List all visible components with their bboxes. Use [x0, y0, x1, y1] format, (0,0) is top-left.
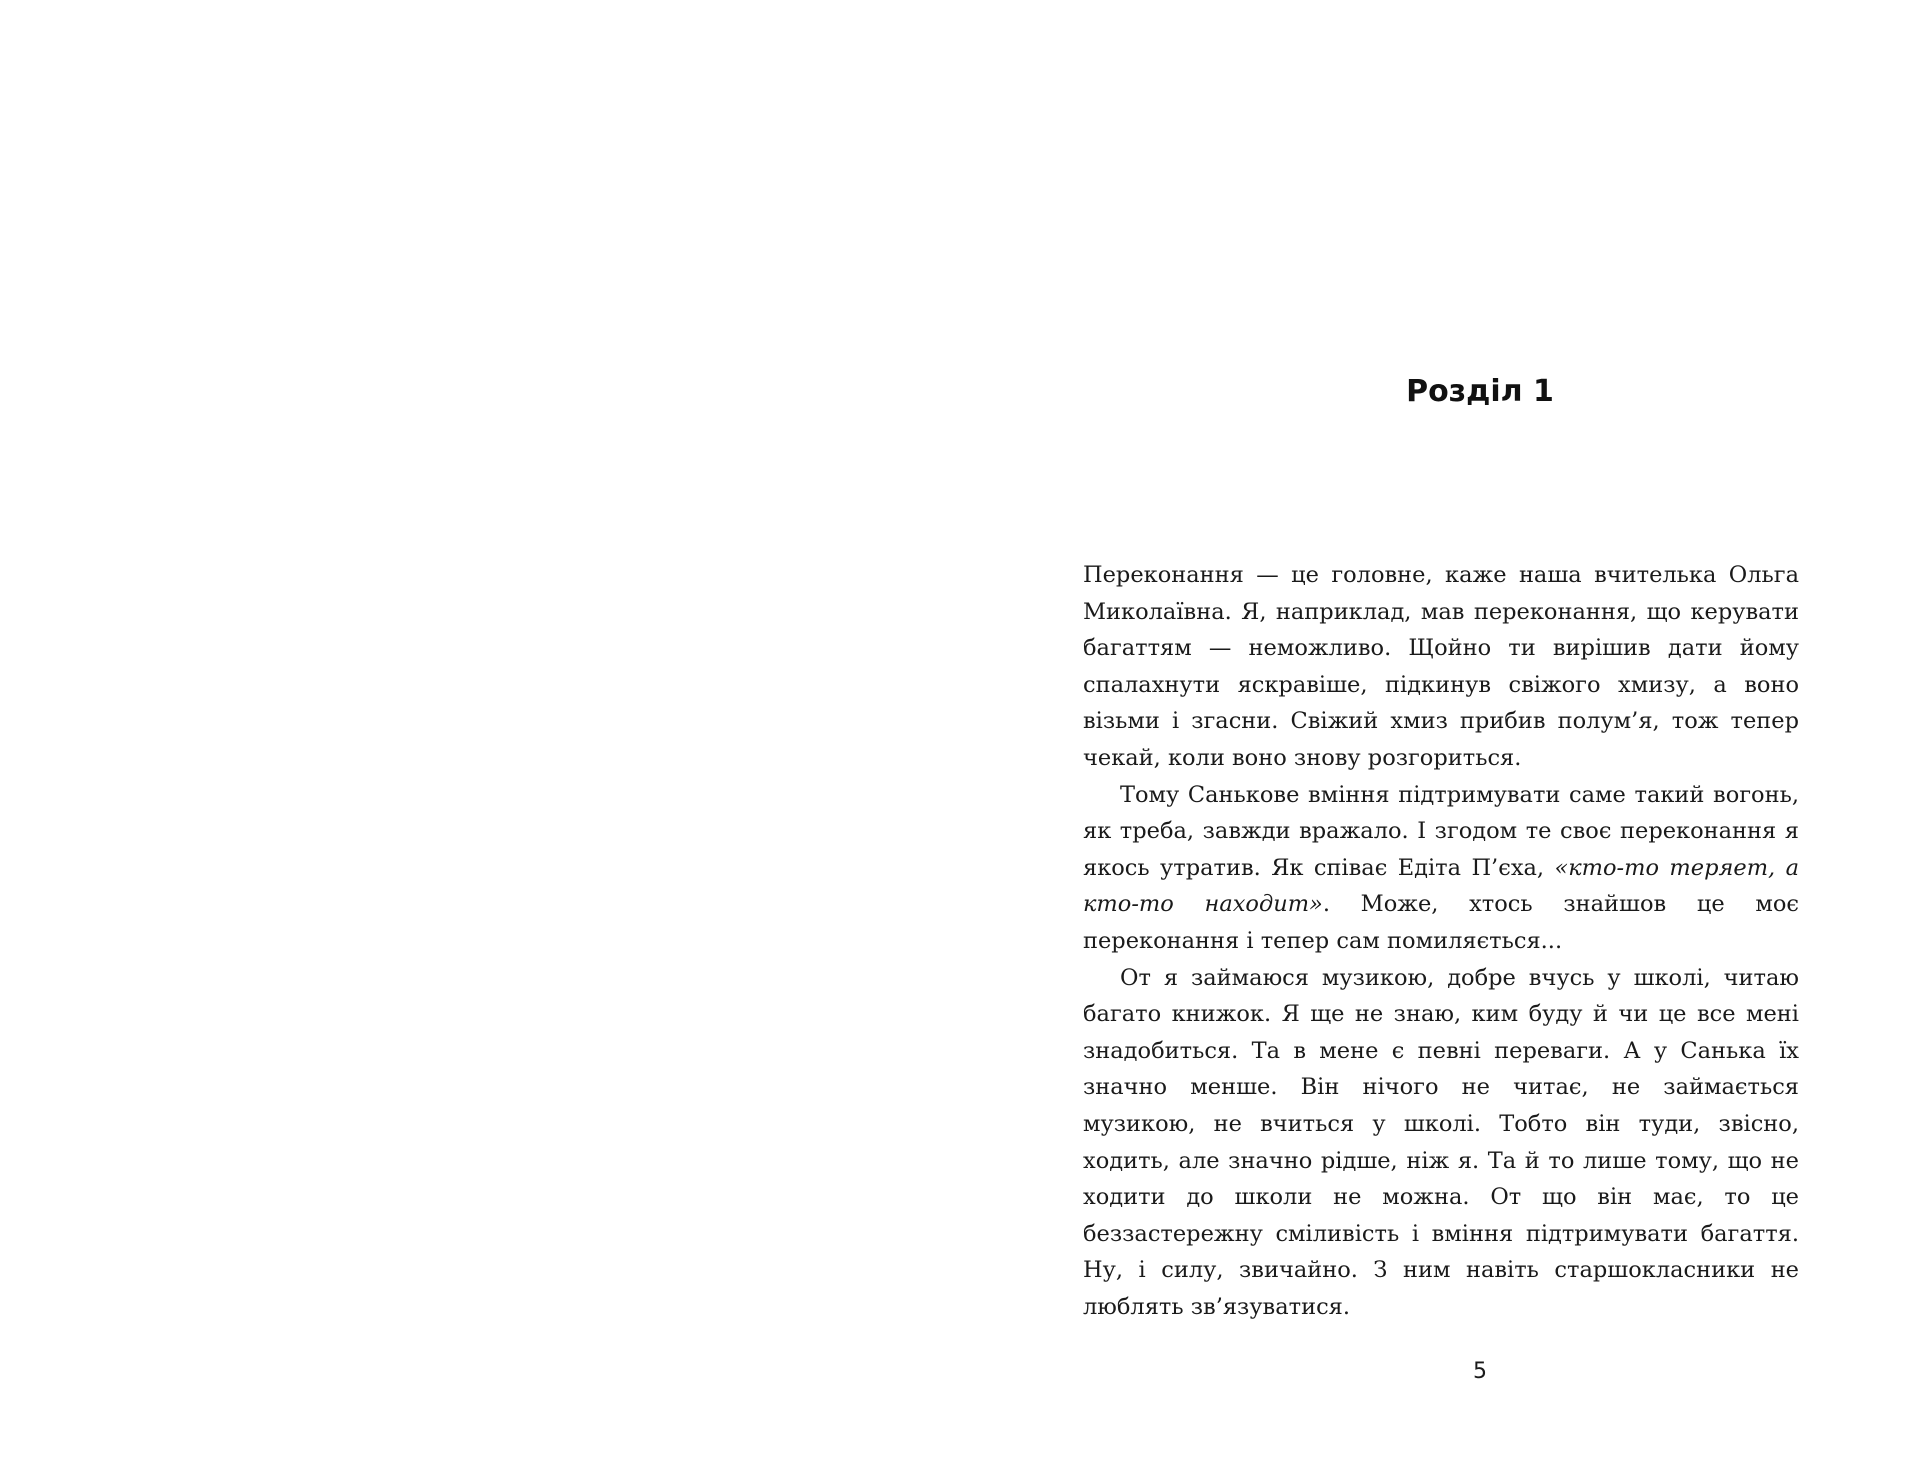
- paragraph-1: Переконання — це головне, каже наша вчителька Ольга Миколаївна. Я, наприклад, мав переконання, що керувати багаттям — неможливо. Щойно ти вирішив дати йому спалахнути яскравіше, підкинув свіжого хмизу, а воно візьми і згасни. Свіжий хмиз прибив полум’я, тож тепер чекай, коли воно знову розгориться.: [1083, 562, 1799, 771]
- paragraph-3: От я займаюся музикою, добре вчусь у школі, читаю багато книжок. Я ще не знаю, ким буду й чи це все мені знадобиться. Та в мене є певні переваги. А у Санька їх значно менше. Він нічого не читає, не займається музикою, не вчиться у школі. Тобто він туди, звісно, ходить, але значно рідше, ніж я. Та й то лише тому, що не ходити до школи не можна. От що він має, то це беззастережну сміливість і вміння підтримувати багаття. Ну, і силу, звичайно. З ним навіть старшокласники не люблять зв’язуватися.: [1083, 964, 1799, 1320]
- paragraph-2: [1083, 777, 1799, 960]
- paragraph-2-text-after: . Може, хтось знайшов це моє переконання і тепер сам помиляється...: [1083, 891, 1799, 954]
- right-page: [960, 0, 1920, 1477]
- chapter-body: [1083, 557, 1799, 1325]
- page-number: 5: [1473, 1359, 1487, 1384]
- song-quote: «кто-то теряет, а кто-то находит»: [1083, 854, 1799, 918]
- paragraph-2-text-before: Тому Санькове вміння підтримувати саме такий вогонь, як треба, завжди вражало. І згодом те своє переконання я якось утратив. Як співає Едіта П’єха,: [1083, 781, 1799, 881]
- chapter-title: Розділ 1: [1406, 374, 1554, 409]
